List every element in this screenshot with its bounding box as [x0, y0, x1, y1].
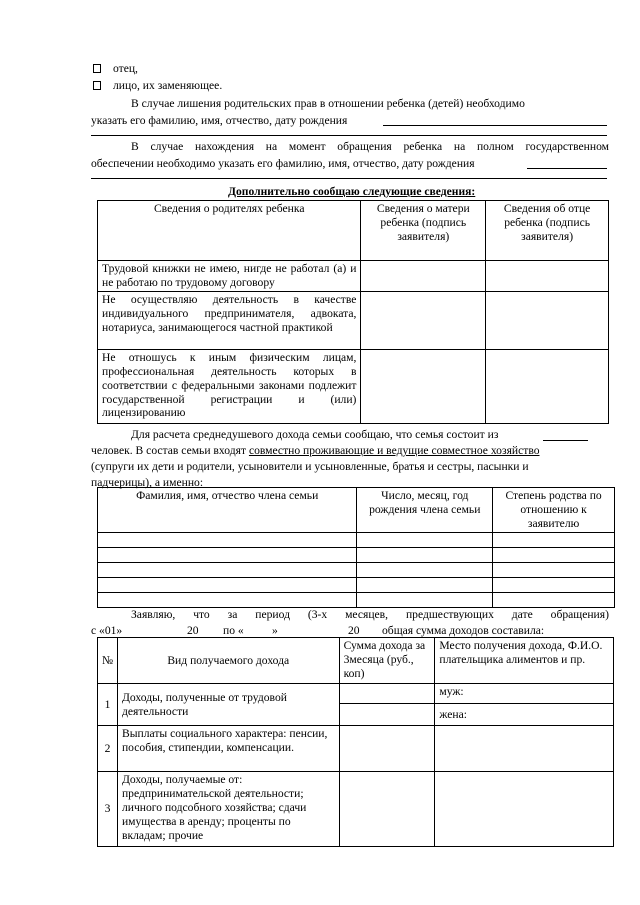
income-amount-cell[interactable]: [339, 726, 435, 772]
period-end-day: по «: [223, 624, 244, 637]
column-header: Число, месяц, год рождения члена семьи: [357, 488, 493, 533]
checkbox-icon[interactable]: [93, 64, 101, 73]
table-row: [98, 349, 609, 423]
period-start-day: с «01»: [91, 624, 123, 637]
income-statement-line-1: [131, 608, 609, 622]
row-number: 3: [98, 772, 118, 847]
table-cell[interactable]: [357, 547, 493, 562]
column-header: Степень родства по отношению к заявителю: [493, 488, 615, 533]
income-source-husband[interactable]: муж:: [435, 684, 614, 704]
table-cell[interactable]: [493, 577, 615, 592]
table-cell[interactable]: [98, 532, 357, 547]
income-amount-cell[interactable]: [339, 704, 435, 726]
table-header-row: [98, 488, 615, 533]
table-row[interactable]: [98, 562, 615, 577]
father-signature-cell[interactable]: [486, 261, 609, 292]
table-cell[interactable]: [493, 592, 615, 607]
table-cell[interactable]: [357, 592, 493, 607]
statement-word: (3-х: [307, 608, 328, 621]
row-number: 2: [98, 726, 118, 772]
state-support-line-2: обеспечении необходимо указать его фамилию, имя, отчество, дату рождения: [91, 157, 475, 170]
family-line-2: [91, 444, 540, 458]
fill-line[interactable]: [383, 125, 607, 126]
table-cell[interactable]: [98, 562, 357, 577]
table-row[interactable]: [98, 532, 615, 547]
income-amount-cell[interactable]: [339, 684, 435, 704]
fill-line[interactable]: [91, 135, 607, 136]
income-amount-cell[interactable]: [339, 772, 435, 847]
column-header: Сведения о матери ребенка (подпись заявителя): [361, 201, 486, 261]
family-members-table: [97, 487, 615, 608]
family-line-2-text: человек. В состав семьи входят: [91, 444, 247, 457]
table-header-row: [98, 201, 609, 261]
table-row: [98, 772, 614, 847]
table-cell[interactable]: [98, 592, 357, 607]
income-table: [97, 637, 614, 847]
row-number: 1: [98, 684, 118, 726]
table-cell: Не осуществляю деятельность в качестве индивидуального предпринимателя, адвоката, нотариуса, занимающегося частной практикой: [98, 291, 361, 349]
checkbox-guardian[interactable]: [93, 79, 222, 93]
period-total-text: общая сумма доходов составила:: [382, 624, 545, 637]
family-line-3: (супруги их дети и родители, усыновители и усыновленные, братья и сестры, пасынки и: [91, 460, 529, 473]
table-header-row: [98, 638, 614, 684]
statement-word: дате: [511, 608, 533, 621]
statement-word: предшествующих: [405, 608, 494, 621]
mother-signature-cell[interactable]: [361, 291, 486, 349]
family-line-4: падчерицы), а именно:: [91, 476, 204, 489]
income-type: Доходы, получаемые от: предпринимательской деятельности; личного подсобного хозяйства; сдачи имущества в аренду; проценты по вкладам; прочие: [117, 772, 339, 847]
statement-word: период: [255, 608, 290, 621]
column-header: Место получения дохода, Ф.И.О. плательщика алиментов и пр.: [435, 638, 614, 684]
table-row[interactable]: [98, 592, 615, 607]
father-signature-cell[interactable]: [486, 349, 609, 423]
table-row[interactable]: [98, 577, 615, 592]
family-line-2-underlined: совместно проживающие и ведущие совместное хозяйство: [248, 444, 540, 457]
fill-line[interactable]: [91, 178, 607, 179]
column-header: Сведения об отце ребенка (подпись заявителя): [486, 201, 609, 261]
table-row: [98, 684, 614, 704]
income-type: Доходы, полученные от трудовой деятельности: [117, 684, 339, 726]
table-cell[interactable]: [357, 577, 493, 592]
period-end-quote: »: [272, 624, 278, 637]
checkbox-father[interactable]: [93, 62, 138, 76]
table-row: [98, 291, 609, 349]
column-header: Сумма дохода за 3месяца (руб., коп): [339, 638, 435, 684]
checkbox-icon[interactable]: [93, 81, 101, 90]
deprivation-line-1: В случае лишения родительских прав в отношении ребенка (детей) необходимо: [131, 97, 525, 110]
table-cell[interactable]: [357, 562, 493, 577]
period-start-year: 20: [187, 624, 199, 637]
statement-word: обращения): [550, 608, 609, 621]
fill-line[interactable]: [527, 168, 607, 169]
family-line-1: Для расчета среднедушевого дохода семьи сообщаю, что семья состоит из: [131, 428, 499, 441]
checkbox-label: отец,: [113, 62, 138, 75]
column-header: Вид получаемого дохода: [117, 638, 339, 684]
table-cell[interactable]: [493, 562, 615, 577]
table-cell: Не отношусь к иным физическим лицам, профессиональная деятельность которых в соответствии с федеральными законами подлежит государственной регистрации и (или) лицензированию: [98, 349, 361, 423]
table-cell[interactable]: [98, 577, 357, 592]
deprivation-line-2: указать его фамилию, имя, отчество, дату рождения: [91, 114, 348, 127]
table-row: [98, 261, 609, 292]
table-row[interactable]: [98, 547, 615, 562]
statement-word: Заявляю,: [131, 608, 176, 621]
income-source-wife[interactable]: жена:: [435, 704, 614, 726]
parents-table: [97, 200, 609, 424]
checkbox-label: лицо, их заменяющее.: [113, 79, 223, 92]
statement-word: что: [193, 608, 210, 621]
table-row: [98, 726, 614, 772]
father-signature-cell[interactable]: [486, 291, 609, 349]
table-cell: Трудовой книжки не имею, нигде не работал (а) и не работаю по трудовому договору: [98, 261, 361, 292]
table-cell[interactable]: [357, 532, 493, 547]
period-end-year: 20: [348, 624, 360, 637]
statement-word: за: [227, 608, 238, 621]
family-count-field[interactable]: [543, 440, 588, 441]
income-source-cell[interactable]: [435, 772, 614, 847]
table-cell[interactable]: [493, 547, 615, 562]
income-source-cell[interactable]: [435, 726, 614, 772]
statement-word: месяцев,: [345, 608, 389, 621]
mother-signature-cell[interactable]: [361, 261, 486, 292]
mother-signature-cell[interactable]: [361, 349, 486, 423]
additional-info-heading: Дополнительно сообщаю следующие сведения:: [228, 185, 476, 198]
income-type: Выплаты социального характера: пенсии, пособия, стипендии, компенсации.: [117, 726, 339, 772]
state-support-line-1: В случае нахождения на момент обращения ребенка на полном государственном: [131, 140, 609, 153]
table-cell[interactable]: [493, 532, 615, 547]
table-cell[interactable]: [98, 547, 357, 562]
column-header: №: [98, 638, 118, 684]
column-header: Фамилия, имя, отчество члена семьи: [98, 488, 357, 533]
column-header: Сведения о родителях ребенка: [98, 201, 361, 261]
